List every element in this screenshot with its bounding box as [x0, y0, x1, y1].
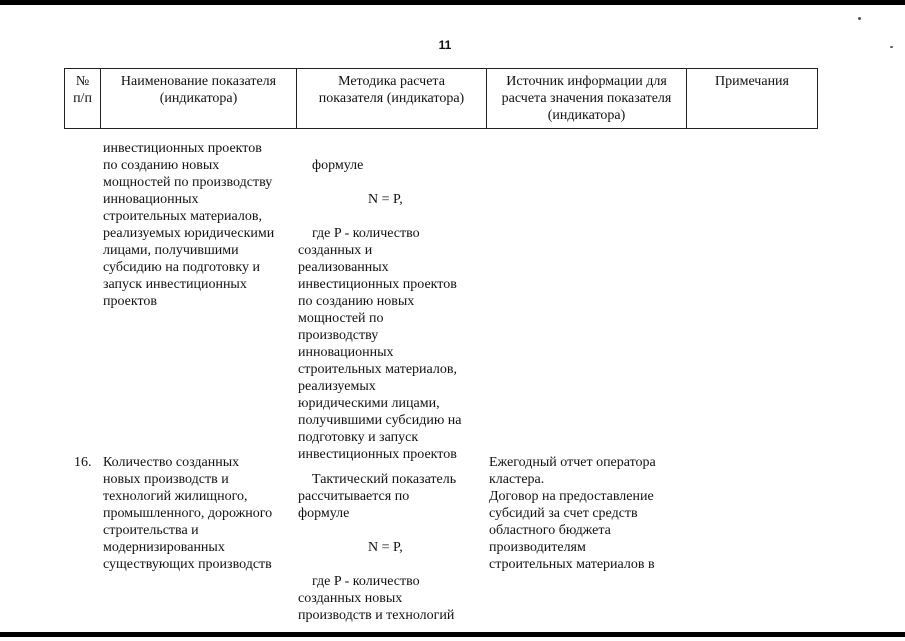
scan-speck	[890, 46, 893, 48]
indicator-table-header	[64, 68, 818, 129]
table-header-row	[65, 69, 818, 129]
method-text: Тактический показатель рассчитывается по формуле	[298, 472, 457, 521]
method-text: где P - количество созданных новых производств и технологий	[298, 574, 455, 623]
formula: N = P,	[368, 540, 403, 555]
page-number: 11	[438, 38, 452, 52]
row-method	[298, 454, 484, 641]
header-name: Наименование показателя (индикатора)	[101, 69, 297, 129]
row-indicator-name: Количество созданных новых производств и технологий жилищного, промышленного, дорожного строительства и модернизированных существующих производств	[103, 455, 273, 572]
header-method: Методика расчета показателя (индикатора)	[297, 69, 487, 129]
top-scan-border	[0, 0, 905, 5]
row-num: 16.	[74, 455, 92, 470]
scan-speck	[858, 17, 861, 20]
method-text: где P - количество созданных и реализованных инвестиционных проектов по созданию новых мощностей по производству инновационных строительных материалов, реализуемых юридическими лицами, получившими субсидию на подготовку и запуск инвестиционных проектов	[298, 226, 462, 462]
header-notes: Примечания	[687, 69, 818, 129]
formula: N = P,	[368, 192, 403, 207]
row-source: Ежегодный отчет оператора кластера. Договор на предоставление субсидий за счет средств областного бюджета производителям строительных материалов в	[489, 455, 656, 572]
header-source: Источник информации для расчета значения показателя (индикатора)	[487, 69, 687, 129]
row-method	[298, 140, 484, 480]
method-text: формуле	[312, 158, 364, 173]
row-indicator-name: инвестиционных проектов по созданию новых мощностей по производству инновационных строительных материалов, реализуемых юридическими лицами, получившими субсидию на подготовку и запуск инвестиционных проектов	[103, 141, 275, 309]
header-num: № п/п	[65, 69, 101, 129]
